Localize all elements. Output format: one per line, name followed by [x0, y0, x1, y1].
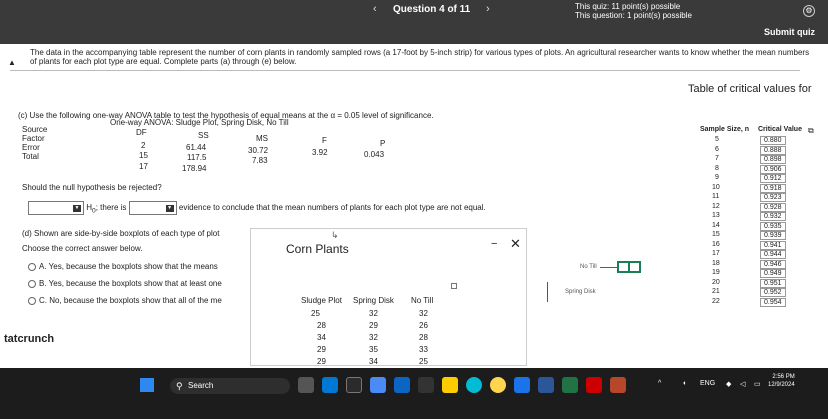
critical-n: 7	[715, 155, 719, 162]
anova-title: One-way ANOVA: Sludge Plot, Spring Disk, No Till	[110, 118, 289, 127]
boxplot-label: Spring Disk	[565, 289, 596, 295]
app-icon[interactable]	[418, 377, 434, 393]
critical-col-header: Critical Value	[758, 126, 802, 133]
popup-cell: 33	[419, 345, 428, 354]
popup-cell: 32	[369, 309, 378, 318]
question-intro: The data in the accompanying table represent the number of corn plants in randomly sampled rows (a 17-foot by 5-inch strip) for various types of plots. An agricultural researcher wants to know whether the mean numbers of plants for each plot type are equal. Complete parts (a) through (e) below.	[30, 48, 810, 66]
critical-value: 0.928	[760, 203, 786, 212]
cursor-icon: ↳	[331, 230, 339, 240]
answer-row	[28, 201, 486, 215]
choose-prompt: Choose the correct answer below.	[22, 244, 143, 253]
popup-cell: 29	[369, 321, 378, 330]
critical-n: 6	[715, 145, 719, 153]
clock-time: 2:56 PM	[772, 374, 795, 380]
submit-quiz-button[interactable]: Submit quiz	[764, 27, 815, 37]
windows-start-icon[interactable]	[140, 378, 154, 392]
critical-n: 11	[712, 193, 720, 200]
popup-col-header: Spring Disk	[353, 296, 394, 305]
anova-cell: 3.92	[312, 148, 328, 157]
part-c-text: (c) Use the following one-way ANOVA table to test the hypothesis of equal means at the	[18, 111, 329, 120]
brand-label: tatcrunch	[4, 333, 55, 345]
critical-value: 0.941	[760, 241, 786, 250]
anova-cell: 17	[139, 162, 148, 171]
expand-icon[interactable]	[451, 283, 457, 289]
anova-cell: 178.94	[182, 164, 207, 173]
critical-value: 0.880	[760, 136, 786, 145]
anova-cell: 7.83	[252, 156, 268, 165]
evidence-select[interactable]	[129, 201, 177, 215]
anova-cell: 117.5	[187, 153, 207, 162]
chevron-down-icon: ▼	[167, 205, 173, 211]
part-d-prompt: (d) Shown are side-by-side boxplots of each type of plot	[22, 229, 220, 238]
popup-cell: 32	[369, 333, 378, 342]
reject-question: Should the null hypothesis be rejected?	[22, 183, 162, 192]
app-icon[interactable]	[322, 377, 338, 393]
critical-value: 0.944	[760, 250, 786, 259]
critical-n: 5	[715, 136, 719, 143]
app-icon[interactable]	[610, 377, 626, 393]
critical-value: 0.888	[760, 146, 786, 155]
critical-n: 9	[715, 174, 719, 181]
anova-cell: 61.44	[186, 143, 207, 152]
search-icon: ⚲	[176, 381, 183, 391]
anova-cell: 15	[139, 151, 148, 160]
critical-value: 0.954	[760, 298, 786, 307]
anova-header: SS	[198, 131, 209, 140]
app-icon[interactable]	[370, 377, 386, 393]
popup-cell: 28	[317, 321, 326, 330]
option-b[interactable]: B. Yes, because the boxplots show that at least one	[28, 279, 222, 288]
h0-label: $H_0$	[86, 203, 96, 215]
quiz-points: This quiz: 11 point(s) possible	[575, 2, 681, 11]
prev-question-icon[interactable]: ‹	[373, 3, 377, 15]
critical-value: 0.923	[760, 193, 786, 202]
search-box[interactable]	[170, 378, 290, 394]
critical-value: 0.946	[760, 260, 786, 269]
anova-cell: 30.72	[248, 146, 269, 155]
search-label: Search	[188, 381, 214, 390]
collapse-icon[interactable]: ▲	[8, 58, 16, 67]
clock[interactable]	[768, 373, 795, 389]
anova-header: DF	[136, 128, 147, 137]
critical-value: 0.918	[760, 184, 786, 193]
critical-value: 0.935	[760, 222, 786, 231]
anova-header: F	[322, 136, 327, 145]
popup-cell: 25	[311, 309, 320, 318]
app-icon[interactable]	[514, 377, 530, 393]
boxplot-median	[628, 261, 630, 273]
chevron-down-icon: ▼	[74, 205, 80, 211]
critical-n: 10	[712, 183, 720, 191]
radio-icon[interactable]	[28, 280, 36, 288]
popup-cell: 34	[369, 357, 378, 366]
critical-n: 12	[712, 202, 720, 210]
critical-value: 0.932	[760, 212, 786, 221]
boxplot-whisker	[600, 267, 618, 268]
app-icon[interactable]	[538, 377, 554, 393]
app-icon[interactable]	[442, 377, 458, 393]
anova-cell: Error	[22, 143, 40, 152]
critical-n: 15	[712, 231, 720, 238]
corn-plants-popup	[250, 228, 527, 366]
app-icon[interactable]	[394, 377, 410, 393]
points-info	[575, 2, 692, 20]
critical-value: 0.952	[760, 288, 786, 297]
option-c[interactable]: C. No, because the boxplots show that all of the me	[28, 296, 222, 305]
popup-cell: 34	[317, 333, 326, 342]
app-icon[interactable]	[562, 377, 578, 393]
lang-label[interactable]: ENG	[700, 380, 716, 387]
minimize-button[interactable]: −	[491, 238, 498, 250]
app-icon[interactable]	[586, 377, 602, 393]
conclusion-text: evidence to conclude that the mean numbers of plants for each plot type are not equal.	[178, 203, 486, 213]
quiz-subheader	[0, 22, 828, 44]
alpha-value: α = 0.05	[330, 111, 360, 120]
critical-n: 18	[712, 259, 720, 267]
anova-header: MS	[256, 134, 268, 143]
popup-col-header: Sludge Plot	[301, 296, 342, 305]
quiz-header	[0, 0, 828, 22]
battery-icon[interactable]: ▭	[754, 381, 761, 388]
critical-value: 0.898	[760, 155, 786, 164]
critical-value: 0.951	[760, 279, 786, 288]
anova-cell: 2	[141, 141, 146, 150]
app-icon[interactable]	[466, 377, 482, 393]
critical-n: 22	[712, 297, 720, 305]
popup-cell: 25	[419, 357, 428, 366]
part-c-suffix: level of significance.	[362, 111, 434, 120]
anova-cell: 0.043	[364, 150, 385, 159]
copy-icon[interactable]: ⧉	[808, 126, 814, 135]
volume-icon[interactable]: ◁	[740, 381, 746, 388]
question-points: This question: 1 point(s) possible	[575, 11, 692, 20]
chevron-up-icon[interactable]: ^	[658, 380, 662, 387]
critical-n: 17	[712, 250, 720, 257]
anova-header: P	[380, 139, 386, 148]
critical-value: 0.949	[760, 269, 786, 278]
app-icon[interactable]	[298, 377, 314, 393]
critical-n: 8	[715, 164, 719, 172]
critical-col-header: Sample Size, n	[700, 126, 750, 133]
critical-n: 19	[712, 269, 720, 276]
app-icon[interactable]	[490, 377, 506, 393]
critical-value: 0.912	[760, 174, 786, 183]
taskbar	[0, 368, 828, 419]
close-button[interactable]: ✕	[510, 236, 521, 251]
critical-n: 21	[712, 288, 720, 295]
reject-select[interactable]	[28, 201, 84, 215]
popup-cell: 29	[317, 357, 326, 366]
question-title: Question 4 of 11	[393, 4, 471, 15]
settings-icon[interactable]: ⚙	[803, 5, 815, 17]
critical-n: 14	[712, 221, 720, 229]
clock-date: 12/9/2024	[768, 382, 795, 388]
h0-suffix: ; there is	[95, 203, 127, 213]
boxplot-label: No Till	[580, 264, 597, 270]
critical-value: 0.939	[760, 231, 786, 240]
boxplot-axis	[547, 282, 551, 302]
anova-header: Source	[22, 125, 48, 134]
wifi-icon[interactable]: ◆	[726, 381, 732, 388]
critical-value: 0.906	[760, 165, 786, 174]
anova-cell: Factor	[22, 134, 45, 143]
next-question-icon[interactable]: ›	[486, 3, 490, 15]
popup-cell: 26	[419, 321, 428, 330]
popup-cell: 29	[317, 345, 326, 354]
critical-n: 20	[712, 278, 720, 286]
critical-n: 16	[712, 240, 720, 248]
popup-title: Corn Plants	[286, 242, 349, 256]
app-icon[interactable]	[346, 377, 362, 393]
critical-values-title: Table of critical values for	[688, 83, 812, 95]
option-a[interactable]: A. Yes, because the boxplots show that the means	[28, 262, 218, 271]
divider	[10, 70, 800, 71]
popup-cell: 28	[419, 333, 428, 342]
popup-cell: 35	[369, 345, 378, 354]
anova-cell: Total	[22, 152, 39, 161]
popup-cell: 32	[419, 309, 428, 318]
tray-icon[interactable]: ◐	[683, 380, 688, 387]
radio-icon[interactable]	[28, 263, 36, 271]
popup-col-header: No Till	[411, 296, 434, 305]
radio-icon[interactable]	[28, 297, 36, 305]
critical-n: 13	[712, 212, 720, 219]
